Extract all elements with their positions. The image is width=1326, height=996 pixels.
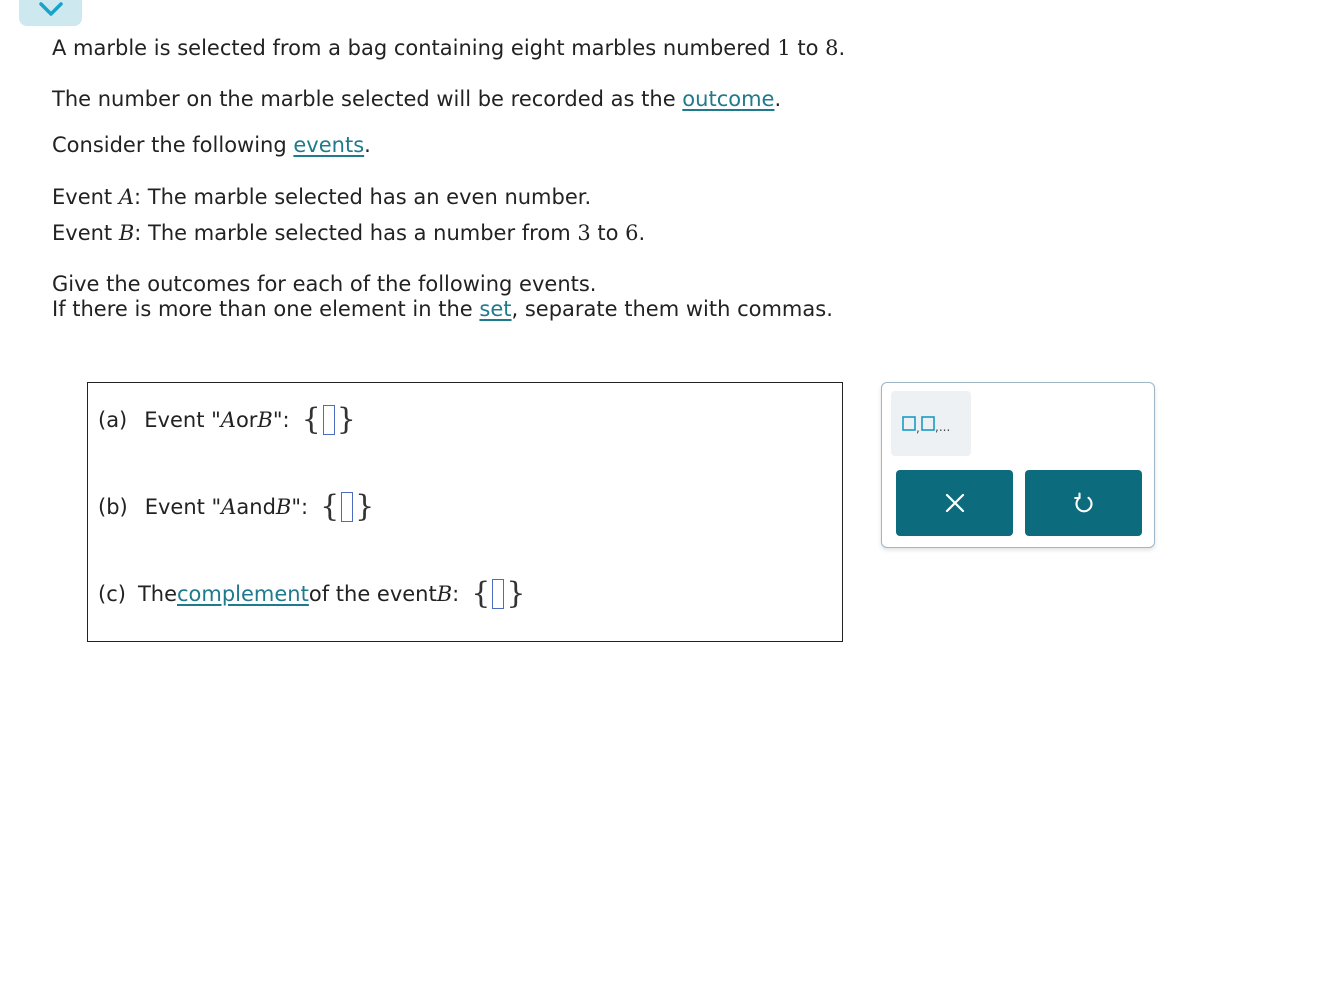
svg-text:,...: ,... [935,419,951,434]
undo-icon [1072,491,1096,515]
event-b-definition: Event B: The marble selected has a number from 3 to 6. [52,221,646,245]
events-link[interactable]: events [293,133,365,157]
part-b-label: (b) [98,495,128,519]
close-icon [944,492,966,514]
set-link[interactable]: set [479,297,512,321]
instruction-line-1: Give the outcomes for each of the following events. [52,272,597,296]
answer-a-set-input[interactable]: { } [301,402,356,437]
collapse-toggle-button[interactable] [19,0,82,26]
set-template-button[interactable] [891,391,971,456]
instruction-line-2: If there is more than one element in the set, separate them with commas. [52,297,833,321]
part-a: (a) Event " A or B ": { } [98,402,356,437]
svg-text:,: , [916,420,920,435]
intro-text: A marble is selected from a bag containing eight marbles numbered 1 to 8. [52,36,846,60]
answer-b-input[interactable] [341,492,353,522]
part-c-label: (c) [98,582,126,606]
part-b: (b) Event " A and B ": { } [98,489,375,524]
math-tool-panel [881,382,1155,548]
answer-c-input[interactable] [492,579,504,609]
set-template-icon [901,412,961,436]
answer-box [87,382,843,642]
outcome-link[interactable]: outcome [682,87,775,111]
answer-b-set-input[interactable]: { } [320,489,375,524]
outcome-text: The number on the marble selected will be recorded as the outcome. [52,87,782,111]
part-c: (c) The complement of the event B : { } [98,576,526,611]
answer-c-set-input[interactable]: { } [471,576,526,611]
undo-button[interactable] [1025,470,1142,536]
part-a-label: (a) [98,408,128,432]
answer-a-input[interactable] [323,405,335,435]
events-text: Consider the following events. [52,133,371,157]
chevron-down-icon [37,0,65,18]
complement-link[interactable]: complement [177,582,309,606]
event-a-definition: Event A: The marble selected has an even number. [52,185,592,209]
clear-button[interactable] [896,470,1013,536]
